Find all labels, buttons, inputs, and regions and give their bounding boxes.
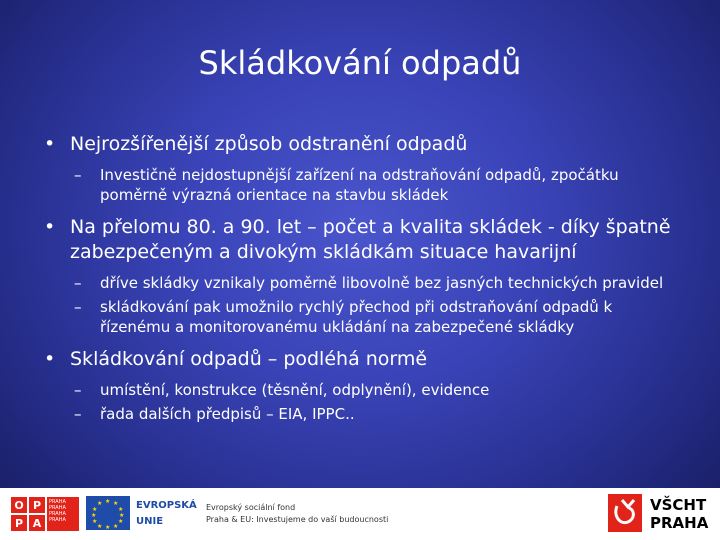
sub-dash: –	[74, 166, 82, 184]
eu-flag-icon: ★ ★ ★ ★ ★ ★ ★ ★ ★ ★ ★ ★	[86, 496, 130, 530]
bullet-1-text: Nejrozšířenější způsob odstranění odpadů	[70, 133, 468, 155]
bullet-3	[40, 347, 680, 372]
opppa-letter: O	[10, 496, 28, 514]
bullet-2-subs	[40, 273, 680, 337]
eu-label	[136, 498, 197, 530]
sub-bullet	[40, 404, 680, 424]
opppa-letter: P	[28, 496, 46, 514]
bullet-1	[40, 132, 680, 157]
vscht-logo-icon	[608, 494, 642, 532]
bullet-dot: •	[44, 348, 56, 370]
sub-bullet-text: Investičně nejdostupnější zařízení na odstraňování odpadů, zpočátku poměrně výrazná orientace na stavbu skládek	[100, 166, 619, 204]
slide-title: Skládkování odpadů	[198, 44, 522, 82]
sub-bullet-text: dříve skládky vznikaly poměrně libovolně bez jasných technických pravidel	[100, 274, 664, 292]
opppa-logo	[10, 496, 80, 532]
bullet-2	[40, 215, 680, 265]
opppa-praha-text: PRAHA PRAHA PRAHA PRAHA	[46, 496, 80, 532]
sub-bullet-text: řada dalších předpisů – EIA, IPPC..	[100, 405, 355, 423]
bullet-3-subs	[40, 380, 680, 424]
bullet-3-text: Skládkování odpadů – podléhá normě	[70, 348, 428, 370]
eu-label-line2: UNIE	[136, 516, 164, 527]
sub-dash: –	[74, 274, 82, 292]
sub-bullet	[40, 380, 680, 400]
vscht-wordmark	[650, 496, 708, 532]
bullet-dot: •	[44, 216, 56, 238]
sub-dash: –	[74, 405, 82, 423]
vscht-line2: PRAHA	[650, 514, 709, 532]
sub-dash: –	[74, 298, 82, 316]
bullet-dot: •	[44, 133, 56, 155]
esf-line2: Praha & EU: Investujeme do vaší budoucnosti	[206, 515, 389, 524]
opppa-letter: P	[10, 514, 28, 532]
esf-text	[206, 502, 388, 526]
bullet-1-subs	[40, 165, 680, 205]
sub-bullet	[40, 165, 680, 205]
vscht-line1: VŠCHT	[650, 496, 707, 514]
sub-dash: –	[74, 381, 82, 399]
esf-line1: Evropský sociální fond	[206, 503, 296, 512]
sub-bullet	[40, 297, 680, 337]
sub-bullet-text: umístění, konstrukce (těsnění, odplynění), evidence	[100, 381, 490, 399]
bullet-2-text: Na přelomu 80. a 90. let – počet a kvalita skládek - díky špatně zabezpečeným a divokým skládkám situace havarijní	[70, 216, 671, 263]
eu-label-line1: EVROPSKÁ	[136, 500, 197, 511]
footer-logo-bar	[0, 488, 720, 540]
sub-bullet-text: skládkování pak umožnilo rychlý přechod při odstraňování odpadů k řízenému a monitorovanému ukládání na zabezpečené skládky	[100, 298, 613, 336]
sub-bullet	[40, 273, 680, 293]
slide-content	[40, 132, 680, 434]
opppa-letter: A	[28, 514, 46, 532]
